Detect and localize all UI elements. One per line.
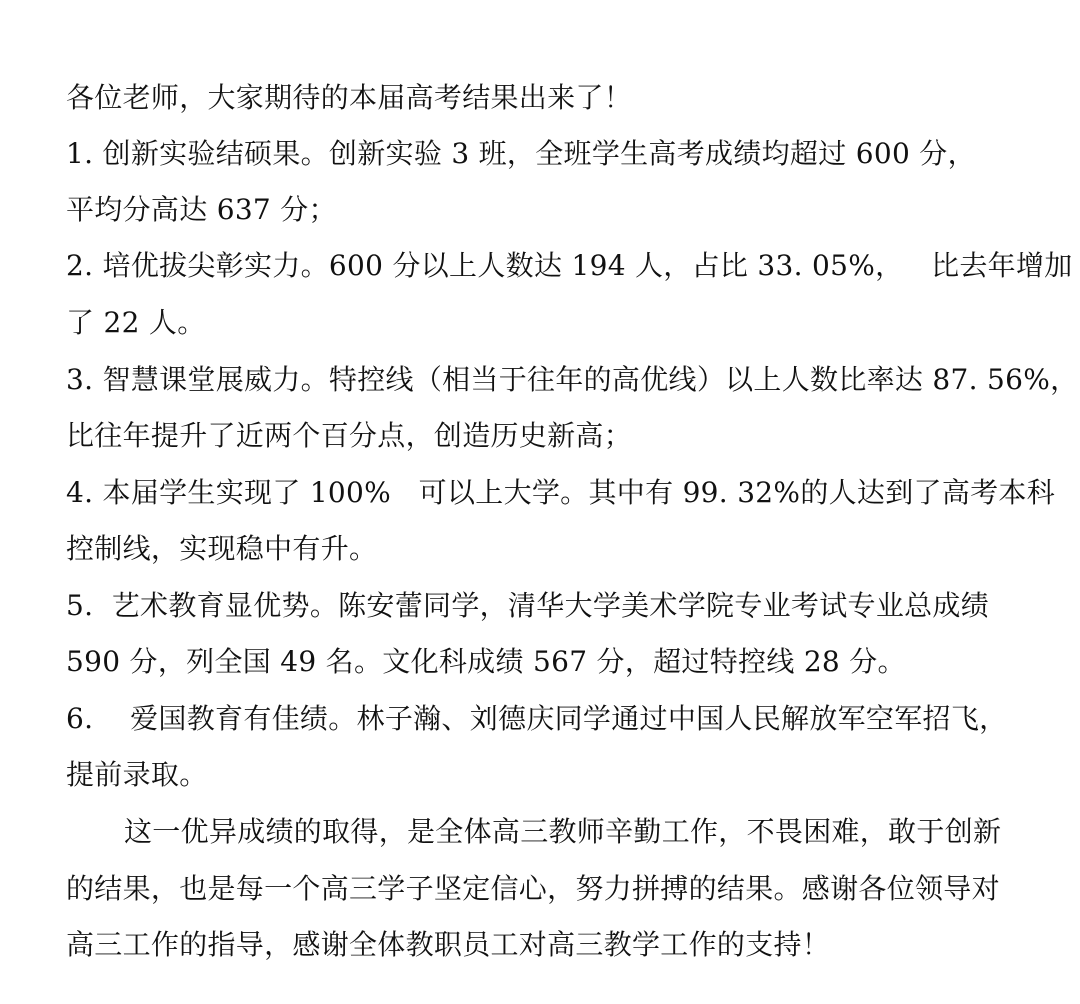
item-5-line-1: 5. 艺术教育显优势。陈安蕾同学，清华大学美术学院专业考试专业总成绩 [66,589,990,622]
item-6-line-1: 6. 爱国教育有佳绩。林子瀚、刘德庆同学通过中国人民解放军空军招飞， [66,702,1008,735]
item-4-line-1: 4. 本届学生实现了 100% 可以上大学。其中有 99. 32%的人达到了高考本科 [66,476,1056,509]
closing-line-3: 高三工作的指导，感谢全体教职员工对高三教学工作的支持！ [66,928,831,961]
item-1-line-1: 1. 创新实验结硕果。创新实验 3 班，全班学生高考成绩均超过 600 分， [66,137,976,170]
item-3-line-2: 比往年提升了近两个百分点，创造历史新高； [66,419,633,452]
greeting-line: 各位老师，大家期待的本届高考结果出来了！ [66,81,633,114]
item-2-line-1: 2. 培优拔尖彰实力。600 分以上人数达 194 人，占比 33. 05%， 比去年增加 [66,249,1073,282]
item-1-line-2: 平均分高达 637 分； [66,193,337,226]
item-6-line-2: 提前录取。 [66,758,208,791]
item-3-line-1: 3. 智慧课堂展威力。特控线（相当于往年的高优线）以上人数比率达 87. 56%， [66,363,1079,396]
closing-line-2: 的结果，也是每一个高三学子坚定信心，努力拼搏的结果。感谢各位领导对 [66,872,1000,905]
item-2-line-2: 了 22 人。 [66,306,206,339]
item-5-line-2: 590 分，列全国 49 名。文化科成绩 567 分，超过特控线 28 分。 [66,645,906,678]
closing-line-1: 这一优异成绩的取得，是全体高三教师辛勤工作，不畏困难，敢于创新 [124,815,1002,848]
item-4-line-2: 控制线，实现稳中有升。 [66,532,378,565]
